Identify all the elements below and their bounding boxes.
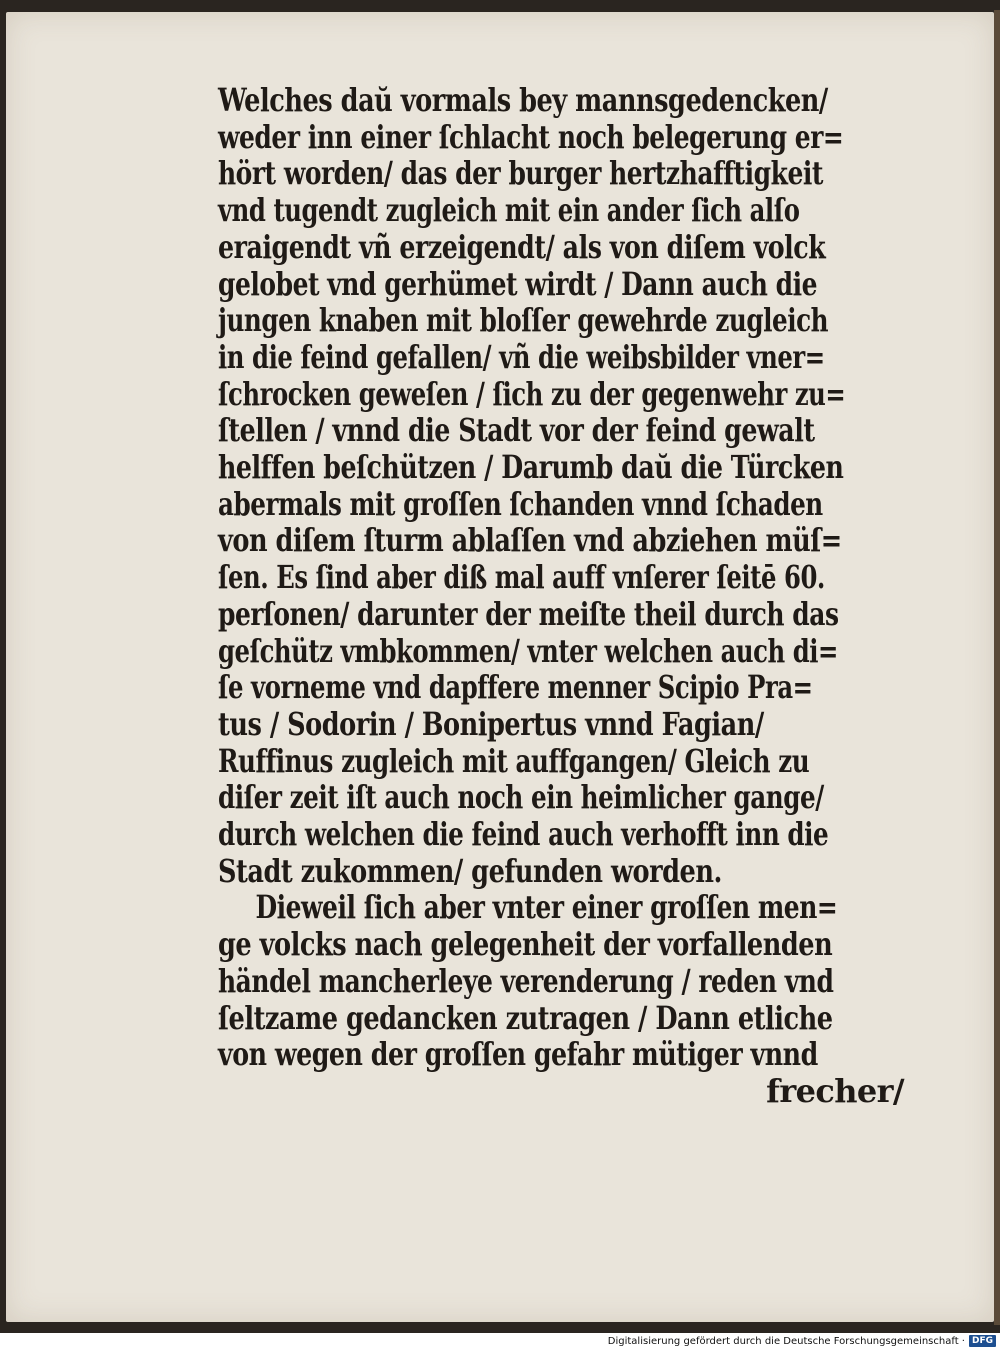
text-line: händel mancherleye verenderung / reden vnd <box>218 961 834 1000</box>
text-line: geſchütz vmbkommen/ vnter welchen auch di= <box>218 631 838 670</box>
text-line: ſen. Es ſind aber diß mal auff vnſerer ſeitē 60. <box>218 558 825 597</box>
catchword: frecher/ <box>766 1071 904 1110</box>
text-line: ſeltzame gedancken zutragen / Dann etliche <box>218 998 833 1037</box>
text-line: jungen knaben mit bloſſer gewehrde zugleich <box>218 301 829 340</box>
text-line: diſer zeit iſt auch noch ein heimlicher gange/ <box>218 778 824 817</box>
text-line: tus / Sodorin / Bonipertus vnnd Fagian/ <box>218 704 764 743</box>
text-line: gelobet vnd gerhümet wirdt / Dann auch die <box>218 264 818 303</box>
page-text-block <box>218 82 918 1110</box>
text-line: ſe vorneme vnd dapffere menner Scipio Pra= <box>218 668 813 707</box>
text-line: weder inn einer ſchlacht noch belegerung er= <box>218 117 844 156</box>
text-line: ge volcks nach gelegenheit der vorfallenden <box>218 925 833 964</box>
text-line: Welches daŭ vormals bey mannsgedencken/ <box>218 81 828 119</box>
text-line: vnd tugendt zugleich mit ein ander ſich alſo <box>218 191 800 230</box>
dfg-logo: DFG <box>969 1335 996 1347</box>
book-page-edge <box>994 10 1000 1325</box>
text-line: Stadt zukommen/ gefunden worden. <box>218 851 722 890</box>
text-line: Ruffinus zugleich mit auffgangen/ Gleich zu <box>218 741 810 780</box>
text-line: ſchrocken geweſen / ſich zu der gegenwehr zu= <box>218 374 846 413</box>
text-line: abermals mit groſſen ſchanden vnnd ſchaden <box>218 484 823 523</box>
text-line: Dieweil ſich aber vnter einer groſſen men= <box>255 888 838 927</box>
text-line: perſonen/ darunter der meiſte theil durch das <box>218 594 839 633</box>
digitization-footer <box>0 1333 1000 1351</box>
text-line: von diſem ſturm ablaſſen vnd abziehen müſ= <box>218 521 842 560</box>
text-line: eraigendt vñ erzeigendt/ als von diſem volck <box>218 227 826 266</box>
text-line: durch welchen die feind auch verhofft inn die <box>218 815 829 854</box>
text-line: helffen beſchützen / Darumb daŭ die Türcken <box>218 448 844 487</box>
funding-credit: Digitalisierung gefördert durch die Deutsche Forschungsgemeinschaft · <box>607 1336 965 1347</box>
text-line: ſtellen / vnnd die Stadt vor der feind gewalt <box>218 411 815 450</box>
text-line: von wegen der groſſen gefahr mütiger vnnd <box>218 1035 818 1074</box>
text-line: hört worden/ das der burger hertzhafftigkeit <box>218 154 823 193</box>
text-line: in die feind gefallen/ vñ die weibsbilder vner= <box>218 337 825 376</box>
